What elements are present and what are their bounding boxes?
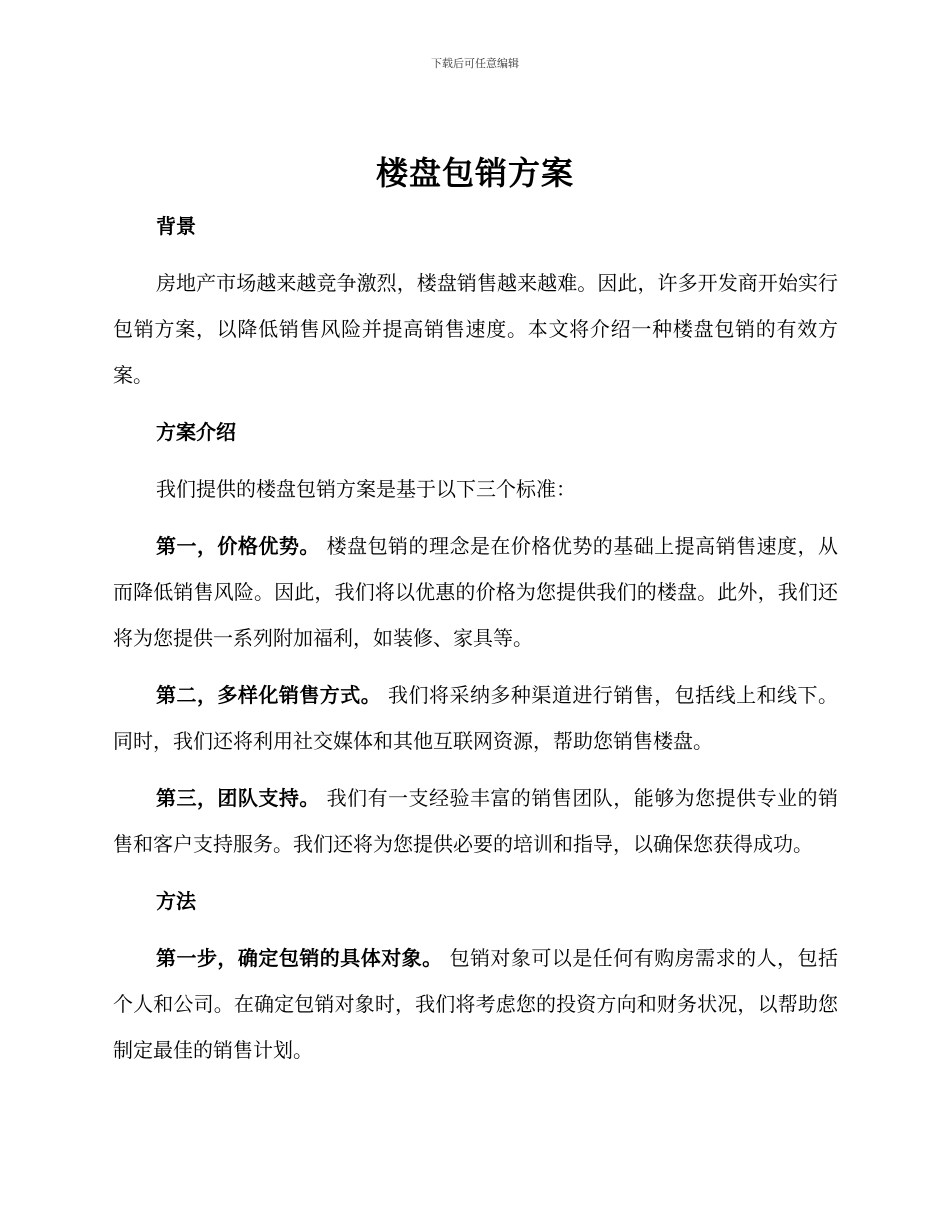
standard-2-lead: 第二，多样化销售方式。 — [156, 683, 382, 707]
paragraph-background: 房地产市场越来越竞争激烈，楼盘销售越来越难。因此，许多开发商开始实行包销方案，以降低销售风险并提高销售速度。本文将介绍一种楼盘包销的有效方案。 — [113, 271, 838, 387]
section-heading-background: 背景 — [156, 214, 196, 238]
standard-3-body: 我们有一支经验丰富的销售团队，能够为您提供专业的销售和客户支持服务。我们还将为您提供必要的培训和指导，以确保您获得成功。 — [113, 786, 839, 856]
step-1-lead: 第一步，确定包销的具体对象。 — [156, 946, 443, 970]
standard-1-lead: 第一，价格优势。 — [156, 534, 320, 558]
header-note: 下载后可任意编辑 — [431, 57, 519, 70]
paragraph-standard-2 — [113, 672, 838, 764]
standard-3-lead: 第三，团队支持。 — [156, 786, 320, 810]
paragraph-standard-3 — [113, 775, 838, 867]
standard-2-body: 我们将采纳多种渠道进行销售，包括线上和线下。同时，我们还将利用社交媒体和其他互联网资源，帮助您销售楼盘。 — [113, 683, 839, 753]
standard-1-body: 楼盘包销的理念是在价格优势的基础上提高销售速度，从而降低销售风险。因此，我们将以优惠的价格为您提供我们的楼盘。此外，我们还将为您提供一系列附加福利，如装修、家具等。 — [113, 534, 839, 650]
section-heading-method: 方法 — [156, 889, 196, 913]
paragraph-intro: 我们提供的楼盘包销方案是基于以下三个标准： — [156, 477, 576, 501]
step-1-body: 包销对象可以是任何有购房需求的人，包括个人和公司。在确定包销对象时，我们将考虑您的投资方向和财务状况，以帮助您制定最佳的销售计划。 — [113, 946, 839, 1062]
page-title: 楼盘包销方案 — [375, 154, 574, 192]
section-heading-intro: 方案介绍 — [156, 420, 236, 444]
paragraph-standard-1 — [113, 523, 838, 661]
document-body — [113, 203, 838, 1084]
paragraph-step-1 — [113, 935, 838, 1073]
